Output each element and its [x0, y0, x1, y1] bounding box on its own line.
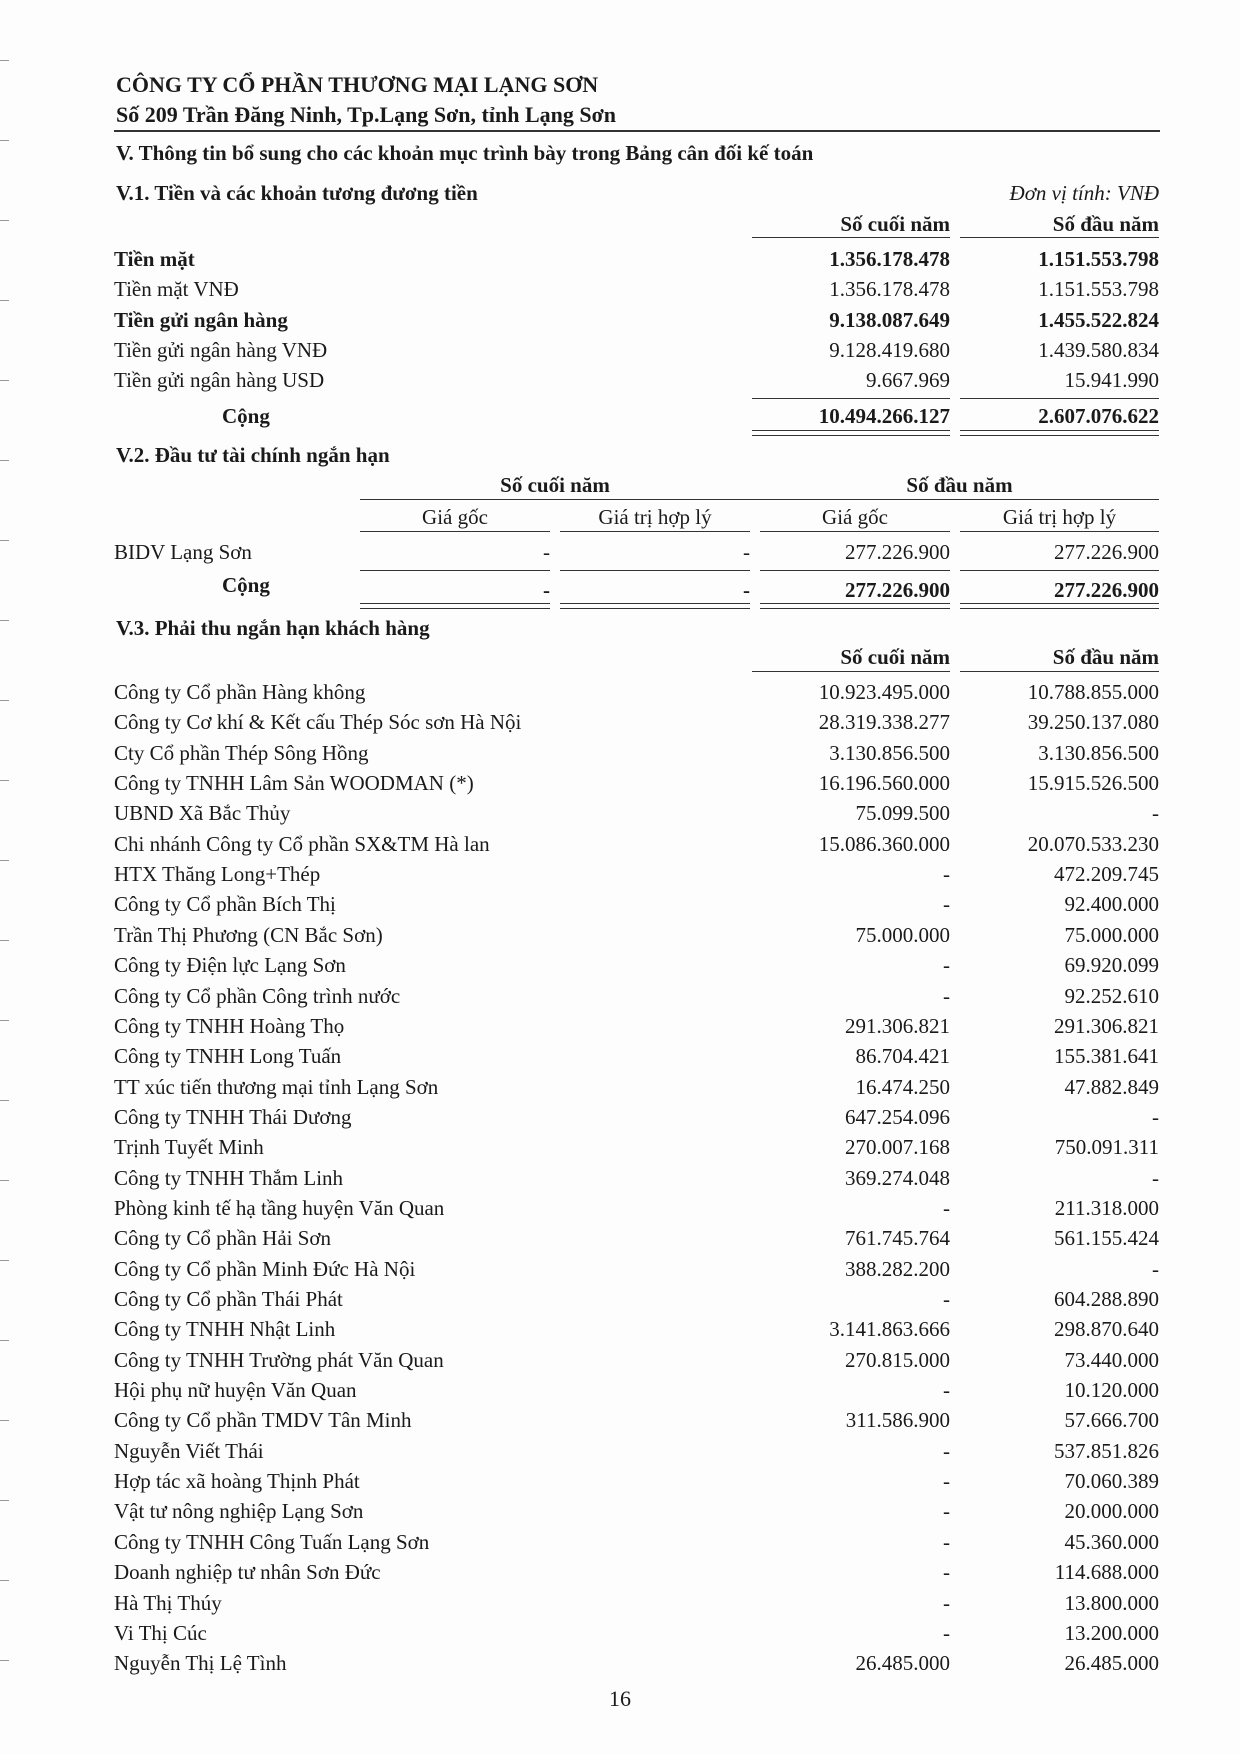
v3-row-label: Công ty TNHH Trường phát Văn Quan [114, 1348, 444, 1372]
v3-row-label: Hội phụ nữ huyện Văn Quan [114, 1378, 357, 1402]
v3-row-begin: 3.130.856.500 [1038, 741, 1159, 765]
v3-row-end: - [943, 892, 950, 916]
v3-row-begin: - [1152, 1257, 1159, 1281]
v3-row-end: 647.254.096 [845, 1105, 950, 1129]
v3-row-end: - [943, 1560, 950, 1584]
v3-row-begin: 13.200.000 [1064, 1621, 1159, 1645]
v2-row-begin-fair: 277.226.900 [1054, 540, 1159, 564]
v2-total-double-rule [560, 603, 750, 609]
v3-row-end: 10.923.495.000 [818, 680, 950, 704]
v2-sub-rule [960, 531, 1159, 532]
v2-total-end-fair: - [743, 578, 750, 602]
v3-row-label: Trần Thị Phương (CN Bắc Sơn) [114, 923, 383, 947]
v2-sub-rule [560, 531, 750, 532]
v3-row-end: - [943, 1378, 950, 1402]
v3-row-begin: 73.440.000 [1064, 1348, 1159, 1372]
v2-row-label: BIDV Lạng Sơn [114, 540, 252, 564]
v3-row-begin: - [1152, 1166, 1159, 1190]
v3-row-begin: - [1152, 801, 1159, 825]
v1-col-end-rule [752, 237, 950, 238]
v3-row-end: 75.000.000 [855, 923, 950, 947]
v3-row-begin: 39.250.137.080 [1027, 710, 1159, 734]
v3-row-end: - [943, 953, 950, 977]
v2-total-end-cost: - [543, 578, 550, 602]
v1-title: V.1. Tiền và các khoản tương đương tiền [116, 181, 478, 205]
v1-row-end: 1.356.178.478 [829, 247, 950, 271]
v3-row-begin: 13.800.000 [1064, 1591, 1159, 1615]
v3-row-begin: 70.060.389 [1064, 1469, 1159, 1493]
v3-row-label: Hợp tác xã hoàng Thịnh Phát [114, 1469, 360, 1493]
v1-total-double-rule-end [752, 430, 950, 436]
v1-col-begin: Số đầu năm [1052, 212, 1159, 236]
v1-row-label: Tiền gửi ngân hàng [114, 308, 288, 332]
v2-total-double-rule [760, 603, 950, 609]
v3-row-end: 291.306.821 [845, 1014, 950, 1038]
v2-total-double-rule [960, 603, 1159, 609]
v3-row-begin: 69.920.099 [1064, 953, 1159, 977]
v3-row-begin: 26.485.000 [1064, 1651, 1159, 1675]
v2-row-end-cost: - [543, 540, 550, 564]
v2-row-begin-cost: 277.226.900 [845, 540, 950, 564]
v1-row-end: 9.138.087.649 [829, 308, 950, 332]
v3-row-label: Vật tư nông nghiệp Lạng Sơn [114, 1499, 364, 1523]
v3-row-label: Công ty TNHH Thắm Linh [114, 1166, 344, 1190]
v3-row-end: 86.704.421 [855, 1044, 950, 1068]
v3-row-label: Nguyễn Thị Lệ Tình [114, 1651, 287, 1675]
v3-row-begin: 561.155.424 [1054, 1226, 1159, 1250]
v3-row-label: Trịnh Tuyết Minh [114, 1135, 264, 1159]
v3-row-begin: 45.360.000 [1064, 1530, 1159, 1554]
v3-row-end: - [943, 1499, 950, 1523]
v1-row-label: Tiền mặt [114, 247, 195, 271]
v3-row-end: - [943, 1591, 950, 1615]
v1-subtotal-rule-end [752, 398, 950, 399]
v3-row-begin: 10.788.855.000 [1027, 680, 1159, 704]
v3-row-label: Công ty TNHH Long Tuấn [114, 1044, 342, 1068]
v1-row-begin: 1.439.580.834 [1038, 338, 1159, 362]
v3-row-label: Công ty TNHH Thái Dương [114, 1105, 352, 1129]
v3-row-begin: 92.400.000 [1064, 892, 1159, 916]
section-title: V. Thông tin bổ sung cho các khoản mục trình bày trong Bảng cân đối kế toán [116, 141, 814, 165]
v3-row-label: TT xúc tiến thương mại tỉnh Lạng Sơn [114, 1075, 439, 1099]
v3-row-begin: 537.851.826 [1054, 1439, 1159, 1463]
v1-row-label: Tiền gửi ngân hàng VNĐ [114, 338, 328, 362]
v2-sub-rule [360, 531, 550, 532]
v1-row-begin: 15.941.990 [1064, 368, 1159, 392]
v3-row-begin: 298.870.640 [1054, 1317, 1159, 1341]
v1-row-end: 9.128.419.680 [829, 338, 950, 362]
v1-total-end: 10.494.266.127 [818, 404, 950, 428]
v3-row-end: 15.086.360.000 [818, 832, 950, 856]
v2-subtotal-rule [960, 570, 1159, 571]
v3-row-begin: 57.666.700 [1064, 1408, 1159, 1432]
v3-row-label: Doanh nghiệp tư nhân Sơn Đức [114, 1560, 381, 1584]
v3-row-end: 270.815.000 [845, 1348, 950, 1372]
v2-subtotal-rule [360, 570, 550, 571]
v3-row-label: Công ty Cổ phần Minh Đức Hà Nội [114, 1257, 416, 1281]
v3-row-label: Công ty Điện lực Lạng Sơn [114, 953, 346, 977]
v2-group-begin: Số đầu năm [906, 473, 1013, 497]
v3-row-begin: 211.318.000 [1054, 1196, 1159, 1220]
v3-row-label: UBND Xã Bắc Thủy [114, 801, 291, 825]
v2-sub-begin-fair: Giá trị hợp lý [1002, 505, 1117, 529]
v3-row-begin: 291.306.821 [1054, 1014, 1159, 1038]
v3-row-begin: 10.120.000 [1064, 1378, 1159, 1402]
v2-total-begin-cost: 277.226.900 [845, 578, 950, 602]
v3-row-end: 388.282.200 [845, 1257, 950, 1281]
v3-row-begin: 750.091.311 [1054, 1135, 1159, 1159]
v3-row-label: Công ty Cơ khí & Kết cấu Thép Sóc sơn Hà Nội [114, 710, 522, 734]
v3-row-label: Công ty Cổ phần Hàng không [114, 680, 366, 704]
v3-row-label: Công ty Cổ phần Thái Phát [114, 1287, 343, 1311]
unit-label: Đơn vị tính: VNĐ [1009, 181, 1159, 205]
v3-row-end: 3.130.856.500 [829, 741, 950, 765]
v3-row-end: 16.474.250 [855, 1075, 950, 1099]
v3-row-label: Công ty Cổ phần TMDV Tân Minh [114, 1408, 412, 1432]
v3-row-label: Hà Thị Thúy [114, 1591, 222, 1615]
v3-row-end: 16.196.560.000 [818, 771, 950, 795]
company-name: CÔNG TY CỔ PHẦN THƯƠNG MẠI LẠNG SƠN [116, 72, 599, 97]
v3-row-begin: 47.882.849 [1064, 1075, 1159, 1099]
v3-row-begin: 155.381.641 [1054, 1044, 1159, 1068]
v3-row-begin: 20.000.000 [1064, 1499, 1159, 1523]
v1-row-begin: 1.455.522.824 [1038, 308, 1159, 332]
v3-row-label: Công ty TNHH Nhật Linh [114, 1317, 336, 1341]
v3-row-label: Chi nhánh Công ty Cổ phần SX&TM Hà lan [114, 832, 490, 856]
v2-total-double-rule [360, 603, 550, 609]
v1-col-end: Số cuối năm [840, 212, 950, 236]
v3-row-label: Công ty TNHH Công Tuấn Lạng Sơn [114, 1530, 430, 1554]
v3-row-end: - [943, 984, 950, 1008]
v2-sub-rule [760, 531, 950, 532]
v2-subtotal-rule [760, 570, 950, 571]
v1-col-begin-rule [960, 237, 1159, 238]
v3-row-label: Phòng kinh tế hạ tầng huyện Văn Quan [114, 1196, 445, 1220]
v3-row-end: - [943, 1287, 950, 1311]
v2-group-rule [360, 499, 1159, 500]
v3-row-end: 75.099.500 [855, 801, 950, 825]
v3-row-end: - [943, 1469, 950, 1493]
v1-total-double-rule-begin [960, 430, 1159, 436]
v1-row-end: 1.356.178.478 [829, 277, 950, 301]
v3-col-begin: Số đầu năm [1052, 645, 1159, 669]
v1-row-label: Tiền mặt VNĐ [114, 277, 239, 301]
v2-subtotal-rule [560, 570, 750, 571]
v1-total-begin: 2.607.076.622 [1038, 404, 1159, 428]
v2-total-label: Cộng [222, 573, 270, 597]
v3-col-begin-rule [960, 671, 1159, 672]
v3-row-label: Công ty TNHH Lâm Sản WOODMAN (*) [114, 771, 474, 795]
v3-row-begin: 15.915.526.500 [1027, 771, 1159, 795]
header-rule [114, 130, 1160, 132]
v3-row-end: - [943, 1439, 950, 1463]
v1-row-begin: 1.151.553.798 [1038, 247, 1159, 271]
v2-sub-end-fair: Giá trị hợp lý [598, 505, 712, 529]
v2-group-end: Số cuối năm [500, 473, 610, 497]
v3-row-label: Công ty TNHH Hoàng Thọ [114, 1014, 345, 1038]
v3-row-begin: 75.000.000 [1064, 923, 1159, 947]
v3-row-end: 369.274.048 [845, 1166, 950, 1190]
v1-row-begin: 1.151.553.798 [1038, 277, 1159, 301]
v2-sub-end-cost: Giá gốc [422, 505, 488, 529]
v1-total-label: Cộng [222, 404, 270, 428]
v3-row-end: 270.007.168 [845, 1135, 950, 1159]
v3-row-label: Công ty Cổ phần Hải Sơn [114, 1226, 332, 1250]
v3-row-end: - [943, 1621, 950, 1645]
v3-row-begin: 472.209.745 [1054, 862, 1159, 886]
v1-row-end: 9.667.969 [866, 368, 950, 392]
v3-row-end: 26.485.000 [855, 1651, 950, 1675]
v3-col-end: Số cuối năm [840, 645, 950, 669]
v2-title: V.2. Đầu tư tài chính ngắn hạn [116, 443, 390, 467]
v3-row-begin: 92.252.610 [1064, 984, 1159, 1008]
v2-row-end-fair: - [743, 540, 750, 564]
page-number: 16 [609, 1686, 631, 1711]
v3-row-end: - [943, 1196, 950, 1220]
v3-row-begin: 114.688.000 [1054, 1560, 1159, 1584]
company-address: Số 209 Trần Đăng Ninh, Tp.Lạng Sơn, tỉnh Lạng Sơn [116, 102, 617, 127]
v3-row-label: Cty Cổ phần Thép Sông Hồng [114, 741, 369, 765]
v3-row-label: Nguyễn Viết Thái [114, 1439, 264, 1463]
v1-subtotal-rule-begin [960, 398, 1159, 399]
v3-row-label: Công ty Cổ phần Bích Thị [114, 892, 336, 916]
v2-sub-begin-cost: Giá gốc [822, 505, 888, 529]
v3-row-end: 28.319.338.277 [818, 710, 950, 734]
v3-row-end: 311.586.900 [845, 1408, 950, 1432]
v3-row-end: - [943, 1530, 950, 1554]
v3-row-label: Vi Thị Cúc [114, 1621, 207, 1645]
v1-row-label: Tiền gửi ngân hàng USD [114, 368, 325, 392]
v3-row-end: 761.745.764 [845, 1226, 950, 1250]
v3-row-label: HTX Thăng Long+Thép [114, 862, 321, 886]
v3-row-end: 3.141.863.666 [829, 1317, 950, 1341]
v3-title: V.3. Phải thu ngắn hạn khách hàng [116, 616, 430, 640]
v3-row-label: Công ty Cổ phần Công trình nước [114, 984, 401, 1008]
v2-total-begin-fair: 277.226.900 [1054, 578, 1159, 602]
v3-row-begin: 604.288.890 [1054, 1287, 1159, 1311]
v3-row-end: - [943, 862, 950, 886]
v3-col-end-rule [752, 671, 950, 672]
v3-row-begin: 20.070.533.230 [1027, 832, 1159, 856]
v3-row-begin: - [1152, 1105, 1159, 1129]
